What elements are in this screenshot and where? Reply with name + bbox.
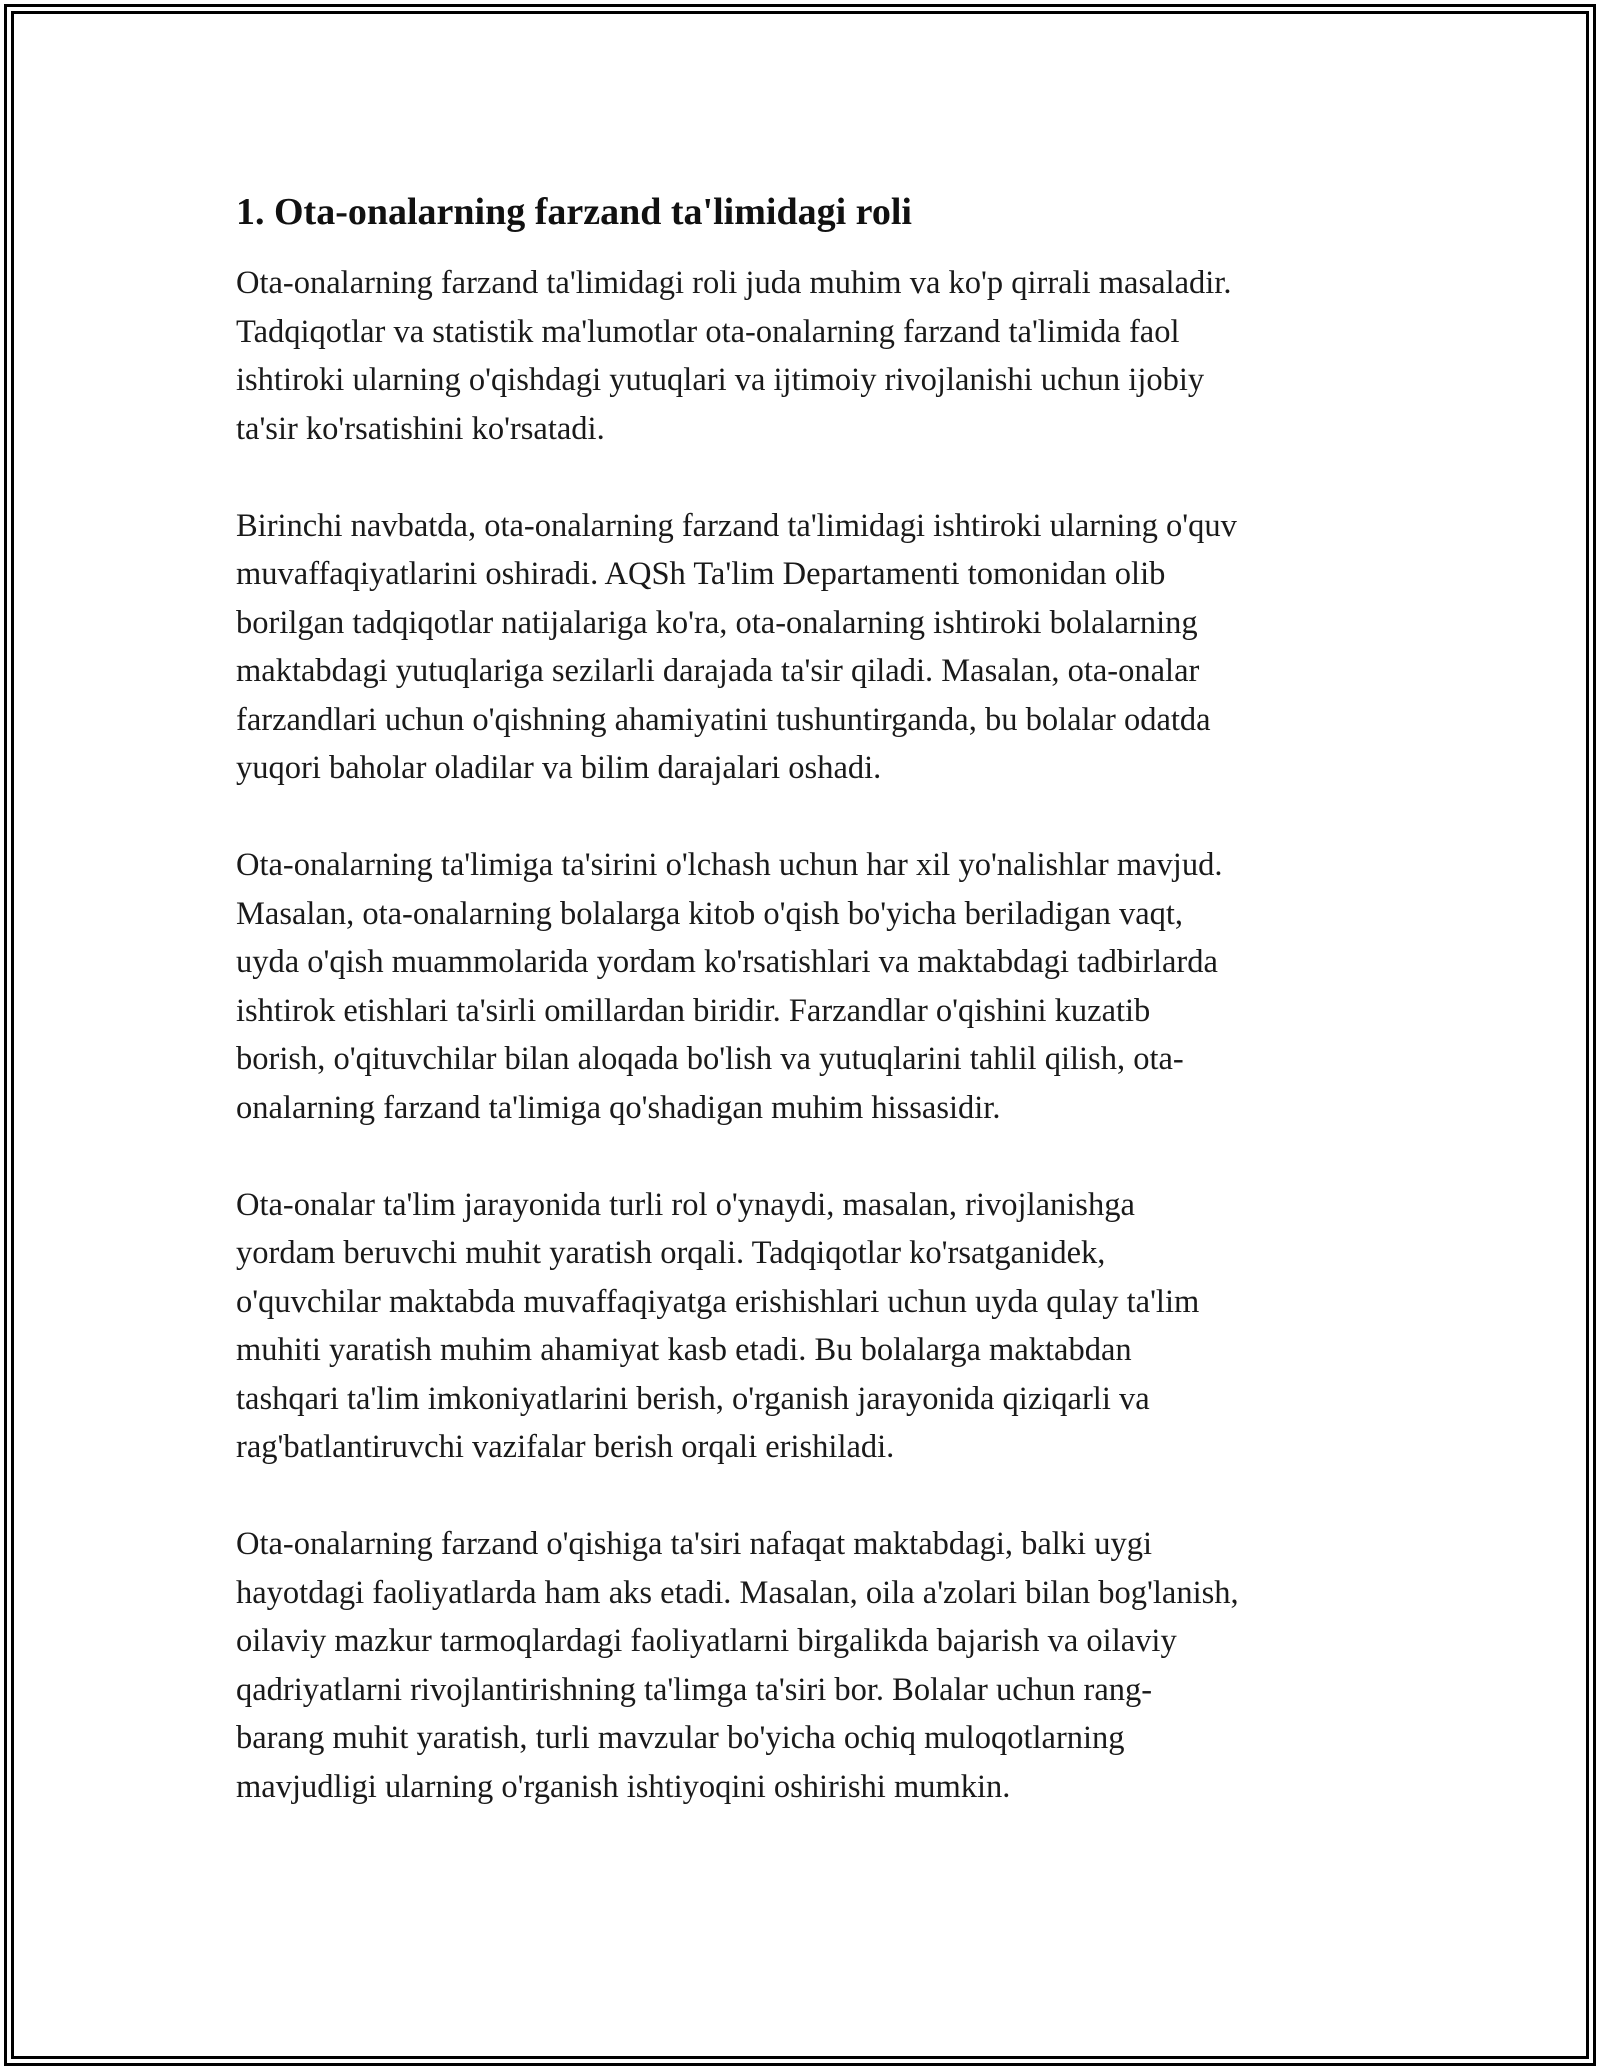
paragraph-5: Ota-onalarning farzand o'qishiga ta'siri nafaqat maktabdagi, balki uygi hayotdagi faoliyatlarda ham aks etadi. Masalan, oila a'zolari bilan bog'lanish, oilaviy mazkur tarmoqlardagi faoliyatlarni birgalikda bajarish va oilaviy qadriyatlarni rivojlantirishning ta'limga ta'siri bor. Bolalar uchun rang- barang muhit yaratish, turli mavzular bo'yicha ochiq muloqotlarning mavjudligi ularning o'rganish ishtiyoqini oshirishi mumkin. (236, 1526, 1239, 1805)
paragraph-1: Ota-onalarning farzand ta'limidagi roli juda muhim va ko'p qirrali masaladir. Tadqiqotlar va statistik ma'lumotlar ota-onalarning farzand ta'limida faol ishtiroki ularning o'qishdagi yutuqlari va ijtimoiy rivojlanishi uchun ijobiy ta'sir ko'rsatishini ko'rsatadi. (236, 265, 1232, 447)
paragraph-3: Ota-onalarning ta'limiga ta'sirini o'lchash uchun har xil yo'nalishlar mavjud. Masalan, ota-onalarning bolalarga kitob o'qish bo'yicha beriladigan vaqt, uyda o'qish muammolarida yordam ko'rsatishlari va maktabdagi tadbirlarda ishtirok etishlari ta'sirli omillardan biridir. Farzandlar o'qishini kuzatib borish, o'qituvchilar bilan aloqada bo'lish va yutuqlarini tahlil qilish, ota- onalarning farzand ta'limiga qo'shadigan muhim hissasidir. (236, 847, 1223, 1126)
paragraph-2: Birinchi navbatda, ota-onalarning farzand ta'limidagi ishtiroki ularning o'quv muvaffaqiyatlarini oshiradi. AQSh Ta'lim Departamenti tomonidan olib borilgan tadqiqotlar natijalariga ko'ra, ota-onalarning ishtiroki bolalarning maktabdagi yutuqlariga sezilarli darajada ta'sir qiladi. Masalan, ota-onalar farzandlari uchun o'qishning ahamiyatini tushuntirganda, bu bolalar odatda yuqori baholar oladilar va bilim darajalari oshadi. (236, 507, 1237, 786)
section-heading: 1. Ota-onalarning farzand ta'limidagi roli (236, 191, 912, 233)
document-body (236, 188, 1376, 1860)
paragraph-4: Ota-onalar ta'lim jarayonida turli rol o'ynaydi, masalan, rivojlanishga yordam beruvchi muhit yaratish orqali. Tadqiqotlar ko'rsatganidek, o'quvchilar maktabda muvaffaqiyatga erishishlari uchun uyda qulay ta'lim muhiti yaratish muhim ahamiyat kasb etadi. Bu bolalarga maktabdan tashqari ta'lim imkoniyatlarini berish, o'rganish jarayonida qiziqarli va rag'batlantiruvchi vazifalar berish orqali erishiladi. (236, 1186, 1200, 1465)
